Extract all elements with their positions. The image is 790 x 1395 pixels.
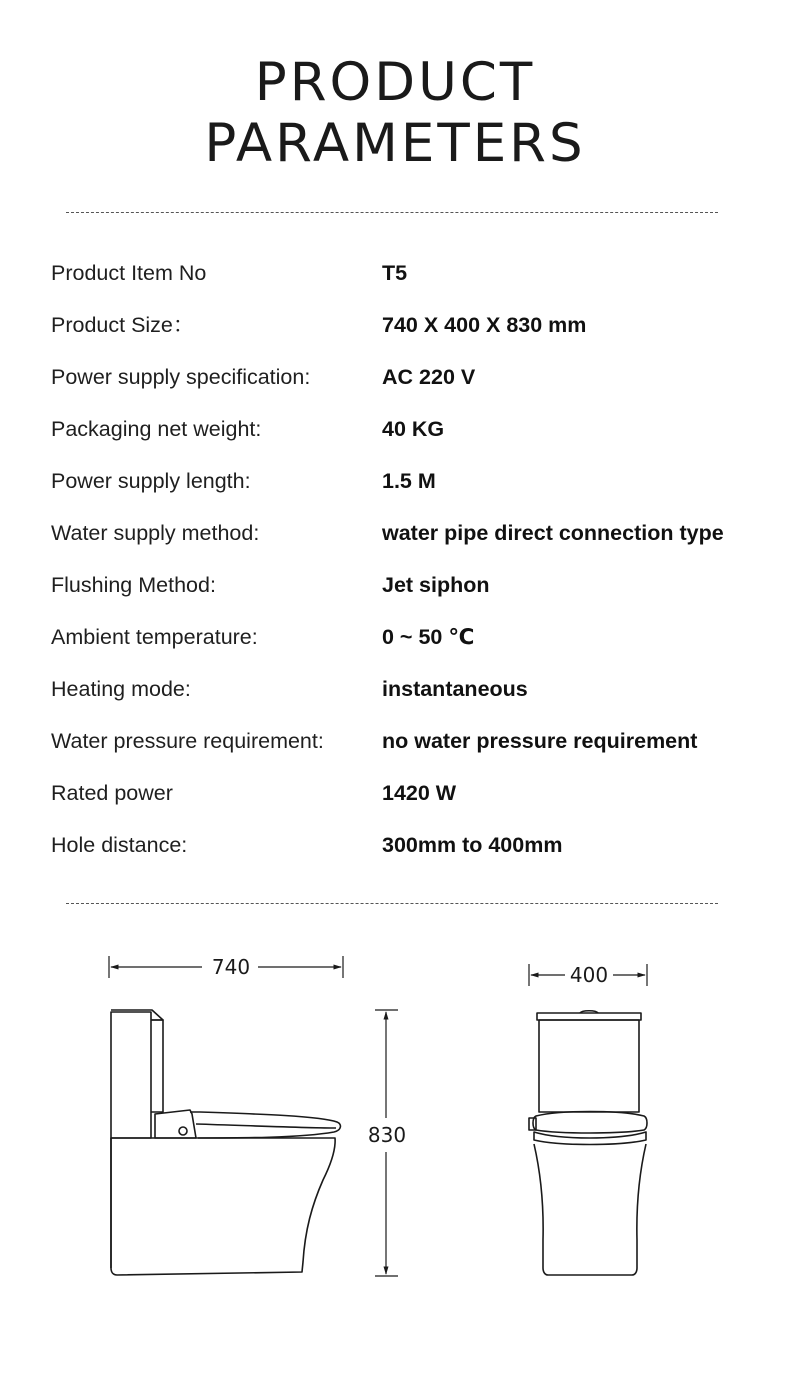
param-value: water pipe direct connection type: [382, 521, 724, 545]
param-value: 0 ~ 50 ℃: [382, 625, 475, 649]
front-width-label: 400: [569, 963, 609, 987]
param-value: Jet siphon: [382, 573, 490, 597]
param-value: no water pressure requirement: [382, 729, 698, 753]
param-value: 740 X 400 X 830 mm: [382, 313, 587, 337]
param-label: Packaging net weight:: [51, 417, 262, 441]
title-line-1: PRODUCT: [254, 52, 536, 113]
param-value: T5: [382, 261, 408, 285]
param-label: Product Item No: [51, 261, 207, 285]
title-line-2: PARAMETERS: [204, 113, 586, 174]
param-label: Power supply specification:: [51, 365, 311, 389]
dimension-diagram: [0, 940, 790, 1300]
param-value: 300mm to 400mm: [382, 833, 563, 857]
front-view-toilet: [529, 1011, 647, 1275]
param-label: Heating mode:: [51, 677, 191, 701]
param-row-water-supply: [51, 510, 771, 562]
side-width-label: 740: [211, 955, 251, 979]
param-row-hole-distance: [51, 822, 771, 874]
param-row-water-pressure: [51, 718, 771, 770]
param-row-size: [51, 302, 771, 354]
param-row-flushing: [51, 562, 771, 614]
param-row-rated-power: [51, 770, 771, 822]
side-view-toilet: [111, 1010, 340, 1275]
param-row-item-no: [51, 250, 771, 302]
side-width-dimension: [109, 955, 343, 979]
height-label: 830: [367, 1123, 407, 1147]
param-label: Water supply method:: [51, 521, 260, 545]
front-width-dimension: [529, 963, 647, 987]
param-row-power-spec: [51, 354, 771, 406]
param-label: Power supply length:: [51, 469, 251, 493]
param-value: AC 220 V: [382, 365, 476, 389]
param-value: instantaneous: [382, 677, 528, 701]
param-label: Ambient temperature:: [51, 625, 258, 649]
height-dimension: [368, 1010, 406, 1276]
param-label: Product Size：: [51, 313, 195, 337]
bottom-divider: [66, 903, 718, 904]
param-value: 40 KG: [382, 417, 445, 441]
parameters-table: [51, 250, 771, 874]
param-row-power-length: [51, 458, 771, 510]
param-label: Flushing Method:: [51, 573, 216, 597]
param-row-heating: [51, 666, 771, 718]
param-label: Rated power: [51, 781, 173, 805]
param-value: 1420 W: [382, 781, 457, 805]
param-value: 1.5 M: [382, 469, 436, 493]
param-row-weight: [51, 406, 771, 458]
param-row-temperature: [51, 614, 771, 666]
param-label: Hole distance:: [51, 833, 188, 857]
top-divider: [66, 212, 718, 213]
param-label: Water pressure requirement:: [51, 729, 324, 753]
